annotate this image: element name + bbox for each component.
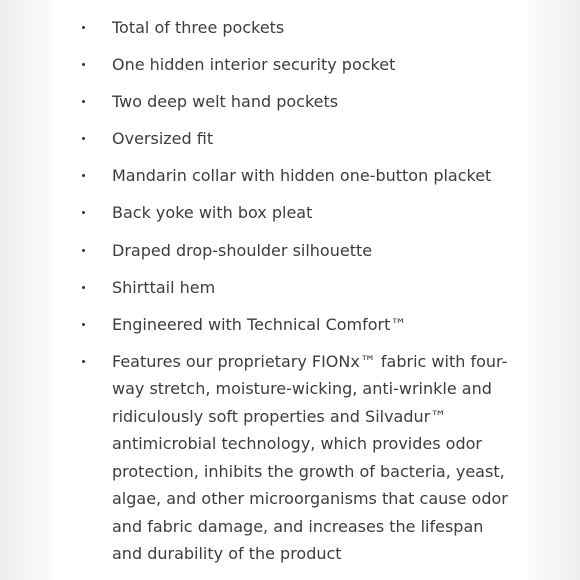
bullet-icon <box>82 360 85 363</box>
bullet-icon <box>82 323 85 326</box>
bullet-icon <box>82 249 85 252</box>
bullet-icon <box>82 286 85 289</box>
bullet-icon <box>82 137 85 140</box>
bullet-icon <box>82 174 85 177</box>
list-item <box>52 162 528 190</box>
list-item-text: Mandarin collar with hidden one-button placket <box>112 166 492 186</box>
list-item <box>52 237 528 265</box>
list-item-text: Back yoke with box pleat <box>112 203 313 223</box>
left-margin <box>0 0 52 580</box>
list-item <box>52 88 528 116</box>
list-item-text: Total of three pockets <box>112 18 285 37</box>
list-item-text: One hidden interior security pocket <box>112 55 396 75</box>
product-details-panel <box>52 0 528 580</box>
list-item-text: Two deep welt hand pockets <box>112 92 339 112</box>
bullet-icon <box>82 100 85 103</box>
right-margin <box>528 0 580 580</box>
list-item <box>52 199 528 227</box>
list-item-text: Oversized fit <box>112 129 214 149</box>
list-item <box>52 14 528 42</box>
list-item <box>52 125 528 153</box>
list-item <box>52 51 528 79</box>
bullet-icon <box>82 211 85 214</box>
list-item <box>52 311 528 339</box>
bullet-icon <box>82 26 85 29</box>
bullet-icon <box>82 63 85 66</box>
list-item-text: Draped drop-shoulder silhouette <box>112 240 373 260</box>
list-item <box>52 348 528 568</box>
list-item-text: Engineered with Technical Comfort™ <box>112 314 407 334</box>
list-item <box>52 274 528 302</box>
feature-list <box>52 14 528 577</box>
list-item-text: Shirttail hem <box>112 277 216 297</box>
list-item-text: Features our proprietary FIONx™ fabric with four-way stretch, moisture-wicking, anti-wrinkle and ridiculously soft properties and Silvadur™ antimicrobial technology, which provides odor protection, inhibits the growth of bacteria, yeast, algae, and other microorganisms that cause odor and fabric damage, and increases the lifespan and durability of the product <box>112 351 508 564</box>
